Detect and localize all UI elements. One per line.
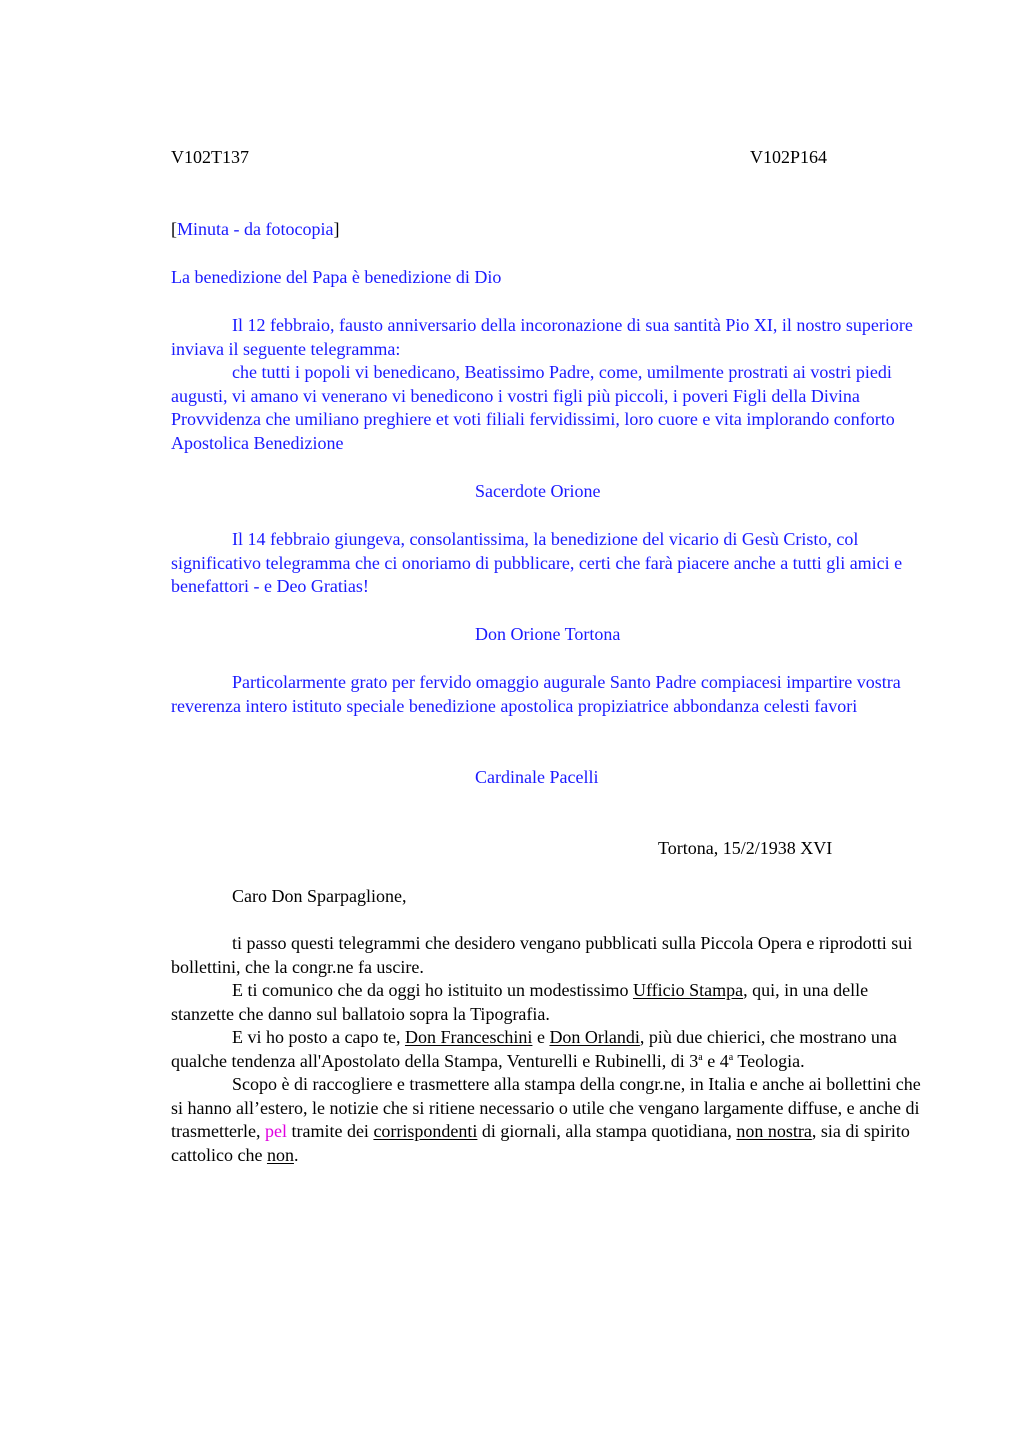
letter-p4-text-d: , sia di spirito cattolico che [171,1121,910,1165]
underlined-non: non [266,1144,294,1165]
letter-p4-text-b: tramite dei [286,1121,374,1141]
underlined-corrispondenti: corrispondenti [373,1121,478,1141]
paragraph-3: Il 14 febbraio giungeva, consolantissima, la benedizione del vicario di Gesù Cristo, col significativo telegramma che ci onoriamo di pubblicare, certi che farà piacere anche a tutti gli amici e benefattori - e Deo Gratias! [171,529,903,596]
letter-paragraph-4 [171,1073,929,1167]
letter-paragraph-2 [171,979,929,1026]
superscript-a-1: a [698,1051,703,1063]
letter-salutation: Caro Don Sparpaglione, [232,886,407,906]
underlined-don-orlandi: Don Orlandi [549,1027,640,1047]
article-title: La benedizione del Papa è benedizione di Dio [171,267,502,287]
letter-p3-text-b: e [532,1027,550,1047]
source-note [171,218,339,242]
letter-p2-text-b: , qui, in una delle stanzette che danno sul ballatoio sopra la Tipografia. [171,980,869,1024]
letter-body [171,932,929,1167]
letter-p3-text-a: E vi ho posto a capo te, [232,1027,405,1047]
letter-p3-text-c: , più due chierici, che mostrano una qualche tendenza all'Apostolato della Stampa, Venturelli e Rubinelli, di 3 [171,1027,897,1071]
underlined-don-franceschini: Don Franceschini [404,1027,533,1047]
letter-date: Tortona, 15/2/1938 XVI [658,838,833,858]
telegram-pacelli: Particolarmente grato per fervido omaggio augurale Santo Padre compiacesi impartire vostra reverenza intero istituto speciale benedizione apostolica propiziatrice abbondanza celesti favori [171,672,901,716]
header-right-code: V102P164 [750,147,828,167]
signature-cardinale-pacelli: Cardinale Pacelli [475,767,599,787]
note-open-bracket: [ [171,219,177,239]
telegram-orione: che tutti i popoli vi benedicano, Beatissimo Padre, come, umilmente prostrati ai vostri piedi augusti, vi amano vi venerano vi benedicono i vostri figli più piccoli, i poveri Figli della Divina Provvidenza che umiliano preghiere et voti filiali fervidissimi, loro cuore e vita implorando conforto Apostolica Benedizione [171,362,895,453]
underlined-non-nostra: non nostra [736,1121,812,1141]
signature-sacerdote-orione: Sacerdote Orione [475,481,601,501]
highlighted-pel: pel [264,1121,287,1141]
letter-p4-text-a: Scopo è di raccogliere e trasmettere alla stampa della congr.ne, in Italia e anche ai bollettini che si hanno all’estero, le notizie che si ritiene necessario o utile che vengano largamente diffuse, e anche di trasmetterle, [171,1074,921,1141]
letter-p3-text-e: Teologia. [733,1050,805,1071]
signature-don-orione-tortona: Don Orione Tortona [475,624,621,644]
letter-paragraph-1: ti passo questi telegrammi che desidero vengano pubblicati sulla Piccola Opera e riprodotti sui bollettini, che la congr.ne fa uscire. [171,933,913,977]
letter-p4-text-e: . [293,1144,299,1165]
underlined-ufficio-stampa: Ufficio Stampa [632,980,744,1000]
header-left-code: V102T137 [171,147,249,167]
letter-paragraph-3 [171,1026,929,1073]
letter-p2-text-a: E ti comunico che da oggi ho istituito un modestissimo [232,980,633,1000]
letter-p3-text-d: e 4 [702,1050,729,1071]
superscript-a-2: a [728,1051,734,1063]
paragraph-1: Il 12 febbraio, fausto anniversario della incoronazione di sua santità Pio XI, il nostro superiore inviava il seguente telegramma: [171,315,913,359]
letter-p4-text-c: di giornali, alla stampa quotidiana, [477,1121,737,1141]
note-text: Minuta - da fotocopia [177,219,334,239]
note-close-bracket: ] [333,219,340,239]
